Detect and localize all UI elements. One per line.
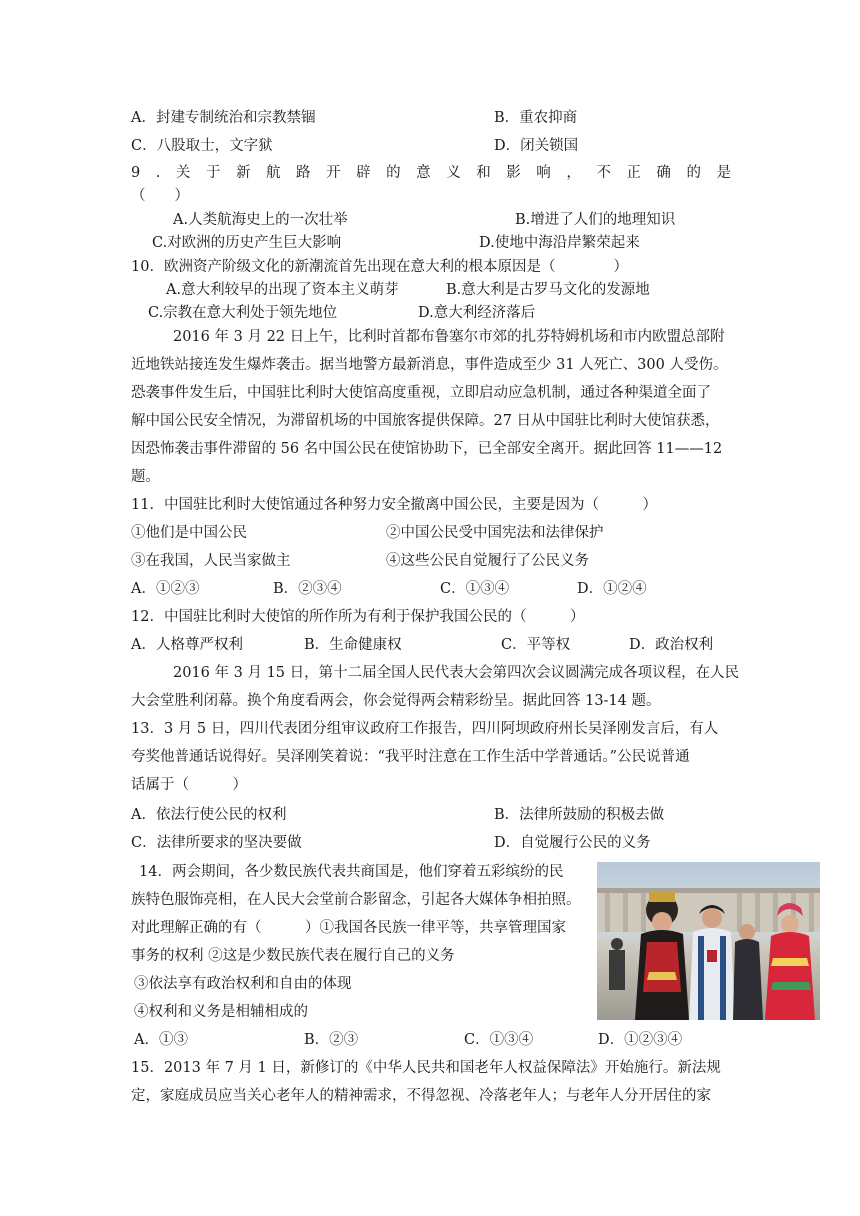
q14-stem-line-3: 对此理解正确的有（ ）①我国各民族一律平等，共享管理国家 xyxy=(131,920,566,936)
q14-stem-line-4: 事务的权利 ②这是少数民族代表在履行自己的义务 xyxy=(131,948,455,964)
delegates-photo xyxy=(597,862,820,1020)
q14-option-b: B．②③ xyxy=(304,1032,359,1048)
q8-option-a: A．封建专制统治和宗教禁锢 xyxy=(131,110,316,126)
q10-option-a: A.意大利较早的出现了资本主义萌芽 xyxy=(166,282,399,298)
passage2-line-1: 2016 年 3 月 15 日，第十二届全国人民代表大会第四次会议圆满完成各项议程，在人民 xyxy=(173,665,740,681)
q11-item-1: ①他们是中国公民 xyxy=(131,525,247,541)
q9-option-a: A.人类航海史上的一次壮举 xyxy=(173,212,348,228)
q11-option-a: A．①②③ xyxy=(131,581,200,597)
q14-stem-line-2: 族特色服饰亮相，在人民大会堂前合影留念，引起各大媒体争相拍照。 xyxy=(131,892,581,908)
q15-stem-line-1: 15．2013 年 7 月 1 日，新修订的《中华人民共和国老年人权益保障法》开始施行。新法规 xyxy=(131,1060,721,1076)
q10-stem: 10．欧洲资产阶级文化的新潮流首先出现在意大利的根本原因是（ ） xyxy=(131,259,628,275)
passage1-line-2: 近地铁站接连发生爆炸袭击。据当地警方最新消息，事件造成至少 31 人死亡、300 人受伤。 xyxy=(131,357,728,373)
q10-option-d: D.意大利经济落后 xyxy=(418,305,536,321)
q14-item-4: ④权利和义务是相辅相成的 xyxy=(134,1004,308,1020)
q14-stem-line-1: 14．两会期间，各少数民族代表共商国是，他们穿着五彩缤纷的民 xyxy=(139,864,564,880)
delegates-photo-illustration xyxy=(597,862,820,1020)
q14-option-a: A．①③ xyxy=(134,1032,188,1048)
q8-option-b: B．重农抑商 xyxy=(494,110,578,126)
q12-option-d: D．政治权利 xyxy=(629,637,714,653)
q8-option-c: C．八股取士，文字狱 xyxy=(131,138,273,154)
q11-option-b: B．②③④ xyxy=(273,581,342,597)
q11-option-c: C．①③④ xyxy=(440,581,510,597)
q9-answer-blank: （ ） xyxy=(131,188,189,204)
q12-option-b: B．生命健康权 xyxy=(304,637,402,653)
q14-option-c: C．①③④ xyxy=(464,1032,534,1048)
passage2-line-2: 大会堂胜利闭幕。换个角度看两会，你会觉得两会精彩纷呈。据此回答 13-14 题。 xyxy=(131,693,661,709)
q10-option-c: C.宗教在意大利处于领先地位 xyxy=(148,305,338,321)
q8-option-d: D．闭关锁国 xyxy=(494,138,579,154)
q11-option-d: D．①②④ xyxy=(577,581,647,597)
q11-item-3: ③在我国，人民当家做主 xyxy=(131,553,291,569)
q11-stem: 11．中国驻比利时大使馆通过各种努力安全撤离中国公民，主要是因为（ ） xyxy=(131,497,657,513)
q11-item-2: ②中国公民受中国宪法和法律保护 xyxy=(386,525,604,541)
passage1-line-6: 题。 xyxy=(131,469,160,485)
q12-option-a: A．人格尊严权利 xyxy=(131,637,243,653)
passage1-line-5: 因恐怖袭击事件滞留的 56 名中国公民在使馆协助下，已全部安全离开。据此回答 11——12 xyxy=(131,441,723,457)
q13-option-a: A．依法行使公民的权利 xyxy=(131,807,287,823)
q12-option-c: C．平等权 xyxy=(501,637,571,653)
passage1-line-3: 恐袭事件发生后，中国驻比利时大使馆高度重视，立即启动应急机制，通过各种渠道全面了 xyxy=(131,385,711,401)
q15-stem-line-2: 定，家庭成员应当关心老年人的精神需求，不得忽视、冷落老年人；与老年人分开居住的家 xyxy=(131,1088,711,1104)
q9-option-c: C.对欧洲的历史产生巨大影响 xyxy=(152,235,342,251)
passage1-line-1: 2016 年 3 月 22 日上午，比利时首都布鲁塞尔市郊的扎芬特姆机场和市内欧盟总部附 xyxy=(173,329,725,345)
q14-item-3: ③依法享有政治权利和自由的体现 xyxy=(134,976,352,992)
q13-option-d: D．自觉履行公民的义务 xyxy=(494,835,651,851)
q13-option-b: B．法律所鼓励的积极去做 xyxy=(494,807,665,823)
passage1-line-4: 解中国公民安全情况，为滞留机场的中国旅客提供保障。27 日从中国驻比利时大使馆获悉， xyxy=(131,413,720,429)
q13-stem-line-3: 话属于（ ） xyxy=(131,777,247,793)
q9-stem: 9 . 关 于 新 航 路 开 辟 的 意 义 和 影 响 ， 不 正 确 的 是 xyxy=(131,165,731,181)
q13-stem-line-1: 13．3 月 5 日，四川代表团分组审议政府工作报告，四川阿坝政府州长吴泽刚发言后，有人 xyxy=(131,721,719,737)
q12-stem: 12．中国驻比利时大使馆的所作所为有利于保护我国公民的（ ） xyxy=(131,609,585,625)
q13-stem-line-2: 夸奖他普通话说得好。吴泽刚笑着说：“我平时注意在工作生活中学普通话。”公民说普通 xyxy=(131,749,690,765)
q10-option-b: B.意大利是古罗马文化的发源地 xyxy=(446,282,650,298)
q9-option-b: B.增进了人们的地理知识 xyxy=(515,212,676,228)
q13-option-c: C．法律所要求的坚决要做 xyxy=(131,835,302,851)
q14-option-d: D．①②③④ xyxy=(598,1032,683,1048)
q9-option-d: D.使地中海沿岸繁荣起来 xyxy=(479,235,640,251)
q11-item-4: ④这些公民自觉履行了公民义务 xyxy=(386,553,589,569)
